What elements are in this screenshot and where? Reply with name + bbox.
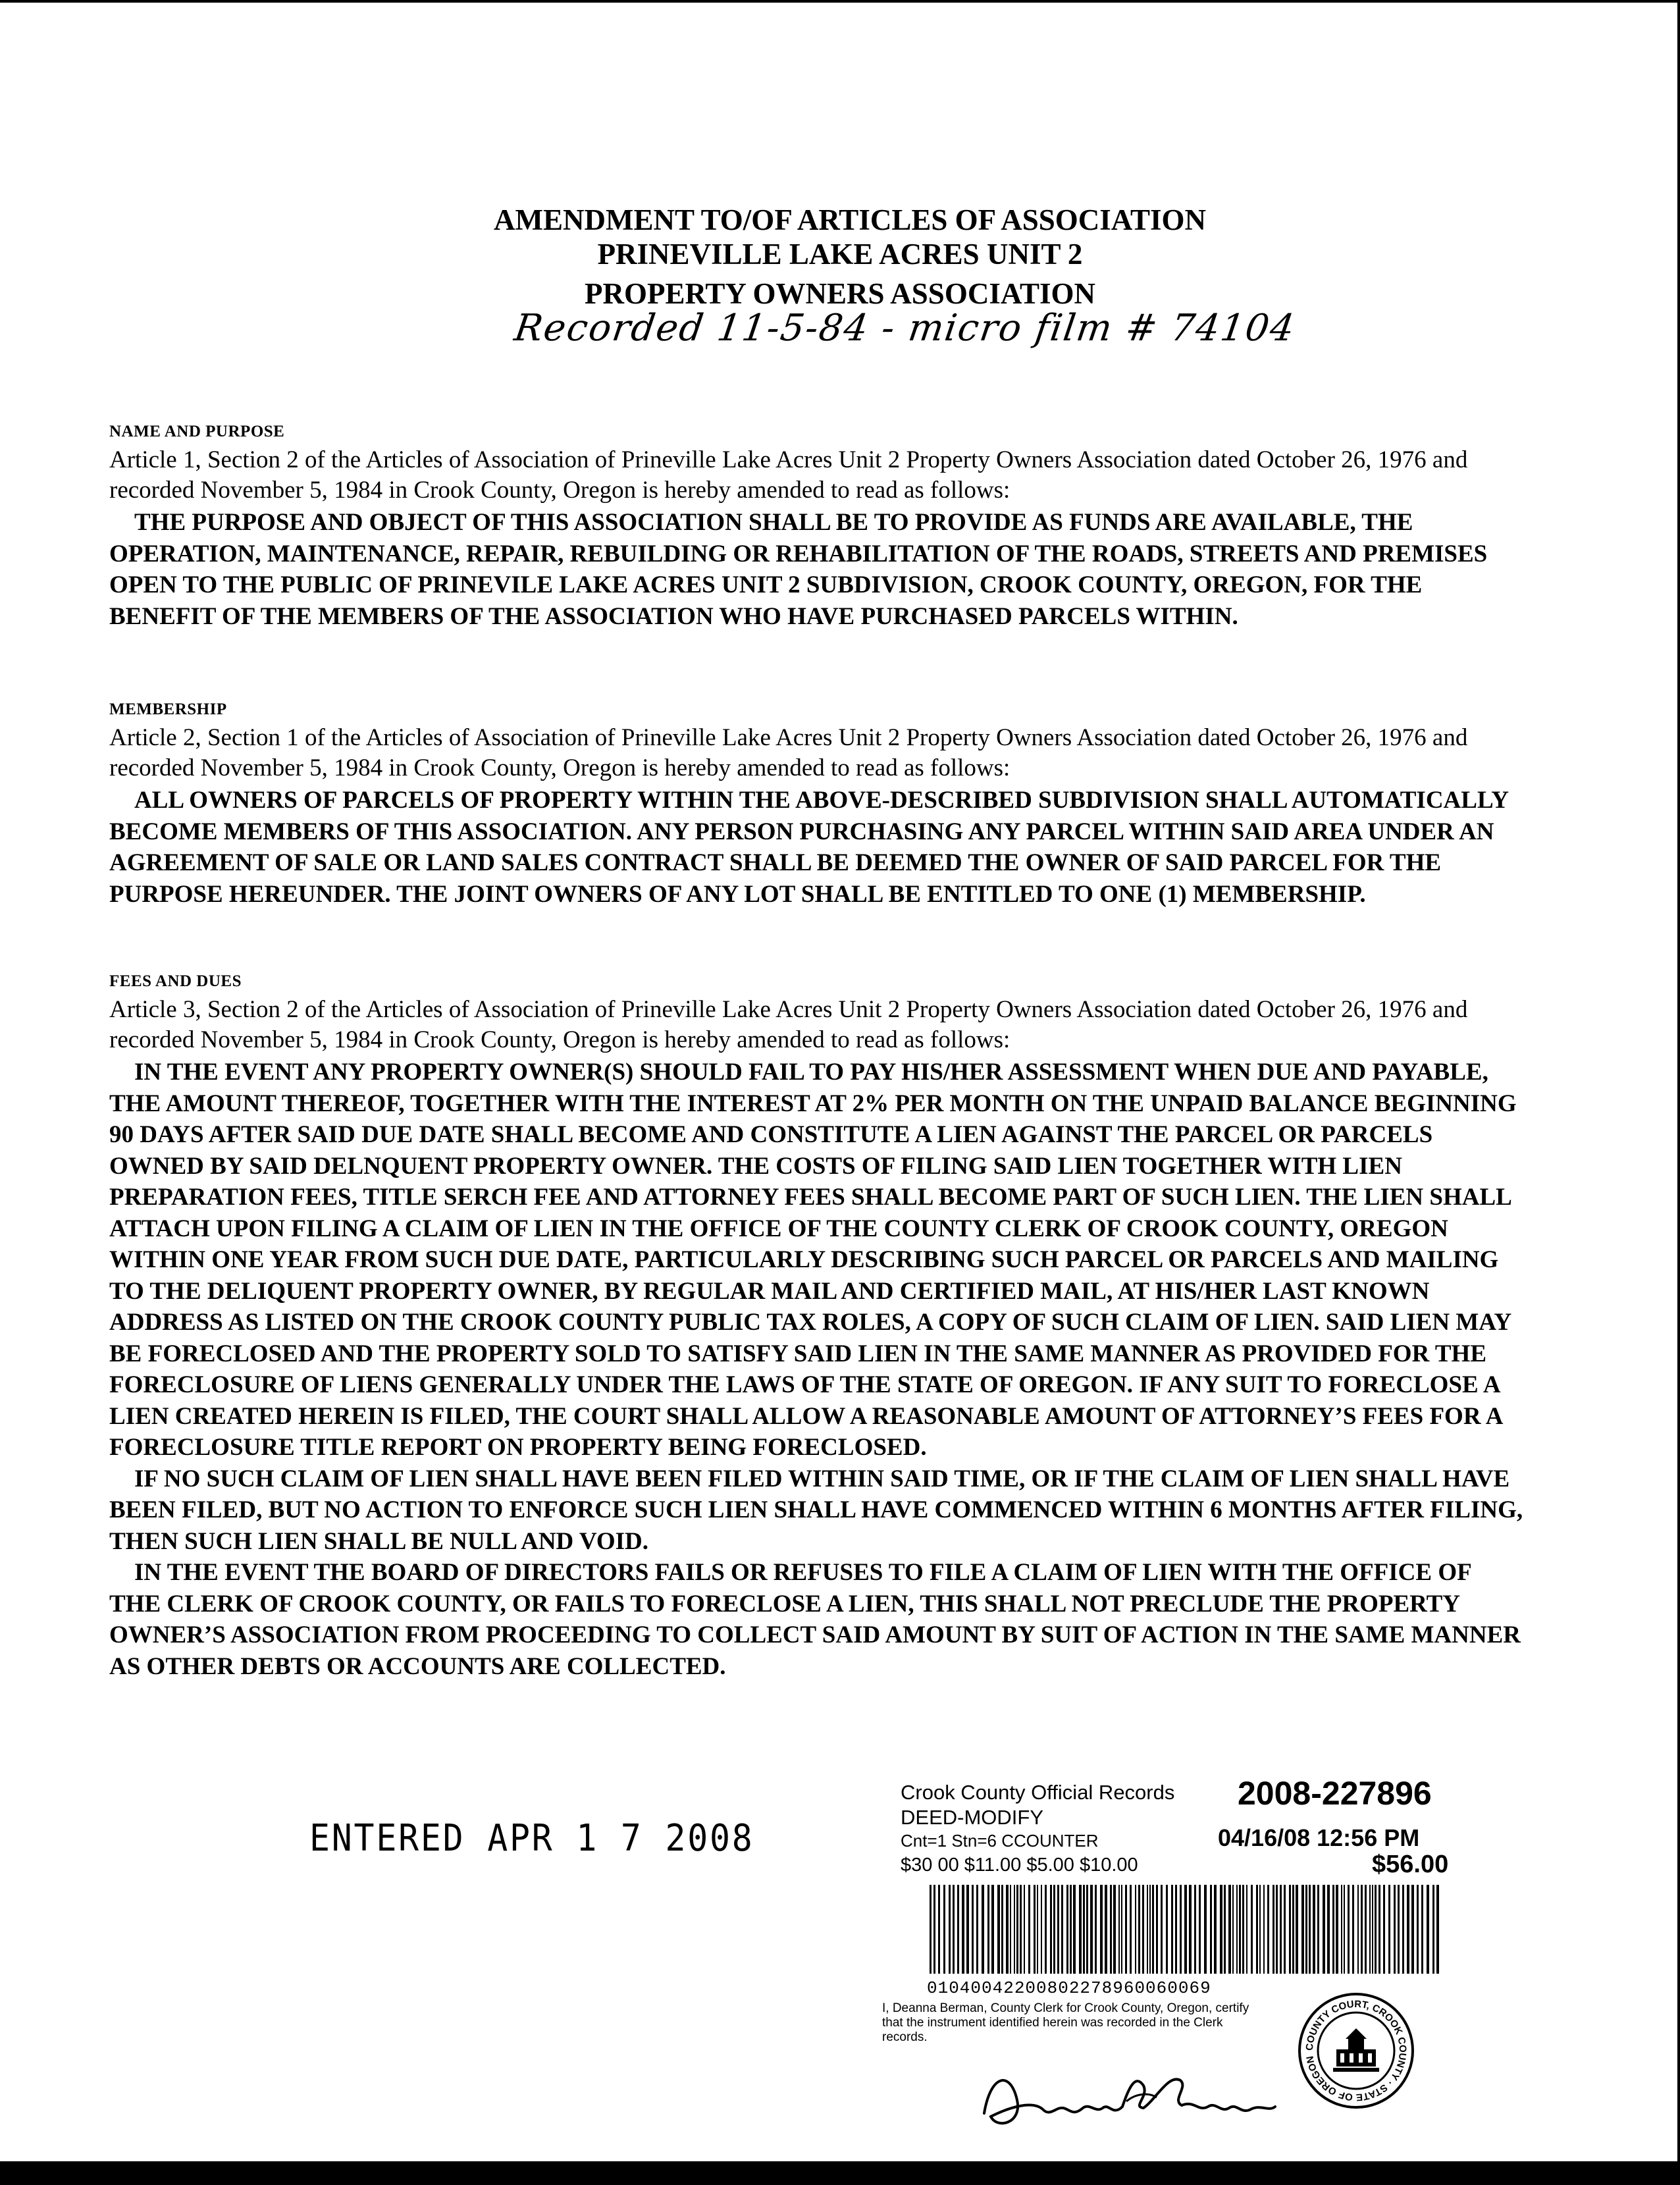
barcode-bar: [1394, 1885, 1396, 1974]
barcode-bar: [1323, 1885, 1325, 1974]
barcode-bar: [1372, 1885, 1373, 1974]
section-fees-and-dues: [109, 971, 1525, 1682]
barcode-bar: [1383, 1885, 1385, 1974]
barcode-bar: [997, 1885, 1000, 1974]
barcode-bar: [1220, 1885, 1222, 1974]
barcode-bar: [1138, 1885, 1140, 1974]
barcode-bar: [1259, 1885, 1261, 1974]
section-name-and-purpose: [109, 421, 1525, 632]
barcode-bar: [1341, 1885, 1342, 1974]
barcode-bar: [1402, 1885, 1404, 1974]
section-body: [109, 507, 1525, 632]
barcode-bar: [1427, 1885, 1429, 1974]
barcode-bar: [1105, 1885, 1107, 1974]
barcode-bar: [933, 1885, 935, 1974]
barcode-bar: [1171, 1885, 1173, 1974]
barcode-bar: [1184, 1885, 1187, 1974]
barcode-bar: [1050, 1885, 1052, 1974]
barcode-bar: [1057, 1885, 1059, 1974]
barcode-bar: [938, 1885, 940, 1974]
barcode-bar: [1246, 1885, 1247, 1974]
recording-datetime: 04/16/08 12:56 PM: [1218, 1824, 1420, 1851]
barcode-bar: [1083, 1885, 1085, 1974]
barcode-bar: [1110, 1885, 1112, 1974]
barcode-bar: [1332, 1885, 1334, 1974]
document-type: DEED-MODIFY: [901, 1806, 1043, 1829]
barcode-bar: [1118, 1885, 1120, 1974]
barcode-bar: [1149, 1885, 1151, 1974]
barcode-bar: [1432, 1885, 1434, 1974]
barcode-bar: [1273, 1885, 1274, 1974]
barcode-bar: [1388, 1885, 1390, 1974]
barcode: [927, 1885, 1447, 1974]
barcode-bar: [1037, 1885, 1038, 1974]
barcode-bar: [1417, 1885, 1419, 1974]
barcode-bar: [1296, 1885, 1298, 1974]
barcode-bar: [1061, 1885, 1063, 1974]
barcode-bar: [1301, 1885, 1304, 1974]
section-paragraph: ALL OWNERS OF PARCELS OF PROPERTY WITHIN THE ABOVE-DESCRIBED SUBDIVISION SHALL AUTOMATICALLY BECOME MEMBERS OF THIS ASSOCIATION. ANY PERSON PURCHASING ANY PARCEL WITHIN SAID AREA UNDER AN AGREEMENT OF SALE OR LAND SALES CONTRACT SHALL BE DEEMED THE OWNER OF SAID PARCEL FOR THE PURPOSE HEREUNDER. THE JOINT OWNERS OF ANY LOT SHALL BE ENTITLED TO ONE (1) MEMBERSHIP.: [109, 787, 1508, 908]
barcode-bar: [1152, 1885, 1154, 1974]
handwritten-recording-note: Recorded 11-5-84 - micro film # 74104: [512, 307, 1298, 350]
barcode-bar: [1224, 1885, 1226, 1974]
barcode-bar: [1267, 1885, 1269, 1974]
page-border-right: [1677, 0, 1680, 2185]
barcode-bar: [1280, 1885, 1282, 1974]
barcode-bar: [1095, 1885, 1097, 1974]
document-title-line1: AMENDMENT TO/OF ARTICLES OF ASSOCIATION: [494, 203, 1206, 236]
instrument-number: 2008-227896: [1238, 1775, 1432, 1812]
barcode-bar: [1398, 1885, 1400, 1974]
barcode-bar: [1113, 1885, 1116, 1974]
barcode-bar: [949, 1885, 951, 1974]
barcode-bar: [1147, 1885, 1148, 1974]
barcode-bar: [1348, 1885, 1350, 1974]
barcode-bar: [1369, 1885, 1371, 1974]
barcode-bar: [1066, 1885, 1068, 1974]
barcode-bar: [1020, 1885, 1022, 1974]
barcode-bar: [987, 1885, 989, 1974]
barcode-bar: [1309, 1885, 1311, 1974]
barcode-bar: [1214, 1885, 1217, 1974]
barcode-bar: [1053, 1885, 1055, 1974]
barcode-bar: [1375, 1885, 1377, 1974]
barcode-bar: [1289, 1885, 1291, 1974]
barcode-bar: [991, 1885, 994, 1974]
barcode-bar: [930, 1885, 932, 1974]
barcode-bar: [1142, 1885, 1144, 1974]
barcode-bar: [1210, 1885, 1212, 1974]
entered-date-stamp: ENTERED APR 1 7 2008: [309, 1817, 754, 1860]
barcode-bar: [1407, 1885, 1409, 1974]
barcode-bar: [982, 1885, 984, 1974]
barcode-bar: [972, 1885, 974, 1974]
county-seal: [1297, 1991, 1415, 2110]
barcode-bar: [1121, 1885, 1122, 1974]
barcode-bar: [1135, 1885, 1136, 1974]
barcode-bar: [1010, 1885, 1011, 1974]
barcode-bar: [1028, 1885, 1030, 1974]
section-membership: [109, 699, 1525, 910]
barcode-bar: [1199, 1885, 1201, 1974]
barcode-bar: [1263, 1885, 1265, 1974]
barcode-bar: [1045, 1885, 1047, 1974]
section-paragraph: IN THE EVENT ANY PROPERTY OWNER(S) SHOULD FAIL TO PAY HIS/HER ASSESSMENT WHEN DUE AND PAYABLE, THE AMOUNT THEREOF, TOGETHER WITH THE INTEREST AT 2% PER MONTH ON THE UNPAID BALANCE BEGINNING 90 DAYS AFTER SAID DUE DATE SHALL BECOME AND CONSTITUTE A LIEN AGAINST THE PARCEL OR PARCELS OWNED BY SAID DELNQUENT PROPERTY OWNER. THE COSTS OF FILING SAID LIEN TOGETHER WITH LIEN PREPARATION FEES, TITLE SERCH FEE AND ATTORNEY FEES SHALL BECOME PART OF SUCH LIEN. THE LIEN SHALL ATTACH UPON FILING A CLAIM OF LIEN IN THE OFFICE OF THE COUNTY CLERK OF CROOK COUNTY, OREGON WITHIN ONE YEAR FROM SUCH DUE DATE, PARTICULARLY DESCRIBING SUCH PARCEL OR PARCELS AND MAILING TO THE DELIQUENT PROPERTY OWNER, BY REGULAR MAIL AND CERTIFIED MAIL, AT HIS/HER LAST KNOWN ADDRESS AS LISTED ON THE CROOK COUNTY PUBLIC TAX ROLES, A COPY OF SUCH CLAIM OF LIEN. SAID LIEN MAY BE FORECLOSED AND THE PROPERTY SOLD TO SATISFY SAID LIEN IN THE SAME MANNER AS PROVIDED FOR THE FORECLOSURE OF LIENS GENERALLY UNDER THE LAWS OF THE STATE OF OREGON. IF ANY SUIT TO FORECLOSE A LIEN CREATED HEREIN IS FILED, THE COURT SHALL ALLOW A REASONABLE AMOUNT OF ATTORNEY’S FEES FOR A FORECLOSURE TITLE REPORT ON PROPERTY BEING FORECLOSED.: [109, 1059, 1517, 1461]
barcode-bar: [1100, 1885, 1103, 1974]
barcode-bar: [1365, 1885, 1367, 1974]
barcode-bar: [1305, 1885, 1307, 1974]
section-paragraph: THE PURPOSE AND OBJECT OF THIS ASSOCIATION SHALL BE TO PROVIDE AS FUNDS ARE AVAILABLE, THE OPERATION, MAINTENANCE, REPAIR, REBUILDING OR REHABILITATION OF THE ROADS, STREETS AND PREMISES OPEN TO THE PUBLIC OF PRINEVILE LAKE ACRES UNIT 2 SUBDIVISION, CROOK COUNTY, OREGON, FOR THE BENEFIT OF THE MEMBERS OF THE ASSOCIATION WHO HAVE PURCHASED PARCELS WITHIN.: [109, 509, 1488, 630]
barcode-bar: [1161, 1885, 1163, 1974]
barcode-bar: [1276, 1885, 1278, 1974]
barcode-bar: [962, 1885, 964, 1974]
barcode-bar: [1361, 1885, 1363, 1974]
counter-info: Cnt=1 Stn=6 CCOUNTER: [901, 1831, 1099, 1851]
barcode-bar: [1236, 1885, 1238, 1974]
barcode-bar: [1070, 1885, 1072, 1974]
section-heading: MEMBERSHIP: [109, 700, 227, 718]
barcode-bar: [1436, 1885, 1439, 1974]
barcode-number: 01040042200802278960060069: [927, 1978, 1211, 1998]
barcode-bar: [1073, 1885, 1076, 1974]
section-intro: Article 3, Section 2 of the Articles of Association of Prineville Lake Acres Unit 2 Property Owners Association dated October 26, 1976 and recorded November 5, 1984 in Crook County, Oregon is hereby amended to read as follows:: [109, 996, 1468, 1053]
section-paragraph: IN THE EVENT THE BOARD OF DIRECTORS FAILS OR REFUSES TO FILE A CLAIM OF LIEN WITH THE OFFICE OF THE CLERK OF CROOK COUNTY, OR FAILS TO FORECLOSE A LIEN, THIS SHALL NOT PRECLUDE THE PROPERTY OWNER’S ASSOCIATION FROM PROCEEDING TO COLLECT SAID AMOUNT BY SUIT OF ACTION IN THE SAME MANNER AS OTHER DEBTS OR ACCOUNTS ARE COLLECTED.: [109, 1559, 1521, 1680]
svg-text:COUNTY COURT, CROOK COUNTY · S: COUNTY COURT, CROOK COUNTY · STATE OF OREGON: [1303, 1998, 1409, 2103]
section-paragraph: IF NO SUCH CLAIM OF LIEN SHALL HAVE BEEN FILED WITHIN SAID TIME, OR IF THE CLAIM OF LIEN SHALL HAVE BEEN FILED, BUT NO ACTION TO ENFORCE SUCH LIEN SHALL HAVE COMMENCED WITHIN 6 MONTHS AFTER FILING, THEN SUCH LIEN SHALL BE NULL AND VOID.: [109, 1465, 1523, 1555]
barcode-bar: [1079, 1885, 1082, 1974]
records-office: Crook County Official Records: [901, 1781, 1175, 1804]
page-border-bottom: [0, 2161, 1680, 2185]
barcode-bar: [957, 1885, 959, 1974]
barcode-bar: [1256, 1885, 1258, 1974]
barcode-bar: [1357, 1885, 1359, 1974]
barcode-bar: [1189, 1885, 1192, 1974]
document-title-line3: PROPERTY OWNERS ASSOCIATION: [584, 277, 1096, 310]
barcode-bar: [1232, 1885, 1234, 1974]
barcode-bar: [1175, 1885, 1177, 1974]
barcode-bar: [1034, 1885, 1036, 1974]
barcode-bar: [1242, 1885, 1244, 1974]
barcode-bar: [1014, 1885, 1015, 1974]
barcode-bar: [1024, 1885, 1025, 1974]
section-intro: Article 2, Section 1 of the Articles of Association of Prineville Lake Acres Unit 2 Property Owners Association dated October 26, 1976 and recorded November 5, 1984 in Crook County, Oregon is hereby amended to read as follows:: [109, 724, 1468, 781]
barcode-bar: [1239, 1885, 1241, 1974]
barcode-bar: [1411, 1885, 1414, 1974]
barcode-bar: [1204, 1885, 1207, 1974]
barcode-bar: [1228, 1885, 1231, 1974]
barcode-bar: [1352, 1885, 1354, 1974]
barcode-bar: [1284, 1885, 1286, 1974]
barcode-bar: [1344, 1885, 1345, 1974]
section-body: [109, 1057, 1525, 1682]
barcode-bar: [1156, 1885, 1158, 1974]
section-body: [109, 785, 1525, 910]
barcode-bar: [1421, 1885, 1423, 1974]
section-heading: FEES AND DUES: [109, 972, 242, 990]
barcode-bar: [1378, 1885, 1380, 1974]
barcode-bar: [1180, 1885, 1182, 1974]
clerk-signature: [971, 2061, 1280, 2140]
barcode-bar: [1166, 1885, 1168, 1974]
fee-breakdown: $30 00 $11.00 $5.00 $10.00: [901, 1855, 1138, 1876]
page-border-top: [0, 0, 1680, 3]
section-heading: NAME AND PURPOSE: [109, 423, 285, 440]
barcode-bar: [1130, 1885, 1132, 1974]
barcode-bar: [1090, 1885, 1093, 1974]
barcode-bar: [1001, 1885, 1003, 1974]
barcode-bar: [1317, 1885, 1319, 1974]
barcode-bar: [976, 1885, 978, 1974]
fee-total: $56.00: [1372, 1851, 1449, 1878]
barcode-bar: [966, 1885, 969, 1974]
barcode-bar: [1292, 1885, 1294, 1974]
clerk-certification: I, Deanna Berman, County Clerk for Crook County, Oregon, certify that the instrument identified herein was recorded in the Clerk records.: [882, 2001, 1249, 2044]
barcode-bar: [943, 1885, 945, 1974]
barcode-bar: [953, 1885, 955, 1974]
barcode-bar: [1327, 1885, 1330, 1974]
barcode-bar: [1041, 1885, 1042, 1974]
barcode-bar: [1006, 1885, 1009, 1974]
barcode-bar: [1313, 1885, 1315, 1974]
barcode-bar: [1251, 1885, 1253, 1974]
barcode-bar: [1336, 1885, 1338, 1974]
document-title-line2: PRINEVILLE LAKE ACRES UNIT 2: [597, 238, 1083, 271]
section-intro: Article 1, Section 2 of the Articles of Association of Prineville Lake Acres Unit 2 Property Owners Association dated October 26, 1976 and recorded November 5, 1984 in Crook County, Oregon is hereby amended to read as follows:: [109, 446, 1468, 504]
barcode-bar: [1194, 1885, 1196, 1974]
barcode-bar: [1086, 1885, 1088, 1974]
barcode-bar: [1016, 1885, 1018, 1974]
barcode-bar: [1125, 1885, 1127, 1974]
